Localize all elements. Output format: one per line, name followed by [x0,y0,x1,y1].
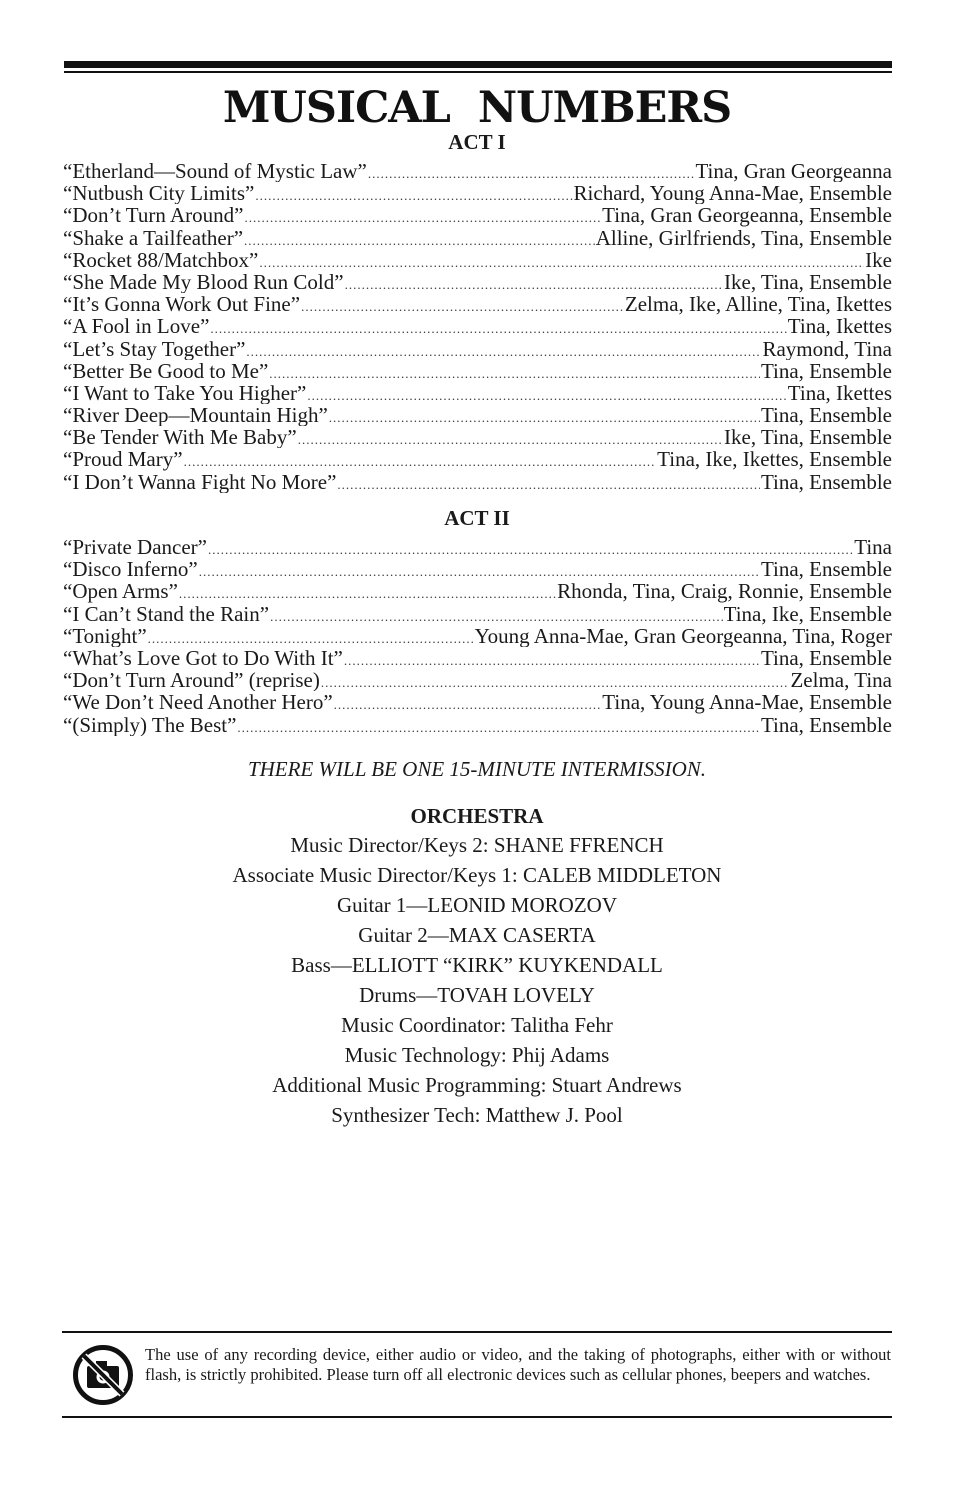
song-row [63,536,892,558]
song-performers: Tina, Ikettes [787,381,892,405]
dot-leader [344,650,760,669]
song-performers: Tina, Ikettes [787,315,892,338]
dot-leader [208,539,853,558]
song-title: “Nutbush City Limits” [63,182,255,205]
song-title: “Tonight” [63,624,147,647]
song-title: “She Made My Blood Run Cold” [63,270,344,294]
song-row [63,603,892,625]
dot-leader [321,672,790,691]
orchestra-credit: Bass—ELLIOTT “KIRK” KUYKENDALL [291,953,663,977]
song-title: “I Want to Take You Higher” [63,381,307,405]
song-row [63,404,892,426]
song-title: “Don’t Turn Around” (reprise) [63,669,320,692]
orchestra-heading: ORCHESTRA [410,804,544,828]
song-list-act-2 [63,536,892,736]
song-performers: Tina, Gran Georgeanna [695,160,892,183]
notice-rule-bottom [62,1416,892,1418]
song-title: “Be Tender With Me Baby” [63,426,297,449]
dot-leader [337,474,760,493]
dot-leader [199,561,760,580]
orchestra-credit: Guitar 2—MAX CASERTA [358,923,596,947]
song-performers: Zelma, Tina [790,669,892,692]
song-title: “(Simply) The Best” [63,713,237,736]
song-row [63,691,892,713]
dot-leader [148,628,474,647]
song-row [63,338,892,360]
notice-rule-top [62,1331,892,1333]
dot-leader [329,407,760,426]
song-title: “What’s Love Got to Do With It” [63,646,343,670]
song-performers: Tina, Ensemble [760,646,892,670]
song-title: “Don’t Turn Around” [63,204,244,227]
recording-notice: The use of any recording device, either audio or video, and the taking of photographs, either with or without flash, is strictly prohibited. Please turn off all electronic devices such as cellular phones, beepers and watches. [145,1345,891,1384]
dot-leader [255,185,572,204]
song-performers: Young Anna-Mae, Gran Georgeanna, Tina, Roger [474,624,892,647]
song-title: “River Deep—Mountain High” [63,404,328,427]
song-title: “I Don’t Wanna Fight No More” [63,470,337,493]
orchestra-credit: Guitar 1—LEONID MOROZOV [337,893,617,917]
orchestra-credit: Additional Music Programming: Stuart Andrews [272,1073,682,1097]
song-row [63,315,892,337]
song-performers: Tina, Ensemble [760,359,892,382]
song-row [63,249,892,271]
song-row [63,558,892,580]
song-performers: Tina, Ensemble [760,558,892,581]
dot-leader [210,318,786,337]
song-title: “Rocket 88/Matchbox” [63,248,259,271]
song-row [63,471,892,493]
dot-leader [334,694,602,713]
song-performers: Ike, Tina, Ensemble [724,426,892,449]
dot-leader [307,385,786,404]
dot-leader [301,296,624,315]
song-performers: Raymond, Tina [762,337,892,360]
orchestra-credit: Associate Music Director/Keys 1: CALEB MIDDLETON [232,863,722,887]
song-title: “We Don’t Need Another Hero” [63,691,333,714]
song-row [63,382,892,404]
song-title: “Proud Mary” [63,448,183,471]
dot-leader [298,429,723,448]
song-performers: Richard, Young Anna-Mae, Ensemble [573,182,892,205]
song-row [63,714,892,736]
dot-leader [179,583,556,602]
orchestra-credit: Music Coordinator: Talitha Fehr [341,1013,613,1037]
dot-leader [244,230,595,249]
act-heading: ACT II [444,506,510,530]
song-row [63,293,892,315]
intermission-note: THERE WILL BE ONE 15-MINUTE INTERMISSION. [247,757,707,781]
no-camera-icon [72,1344,134,1406]
song-row [63,625,892,647]
dot-leader [244,207,601,226]
top-rule-thin [64,71,892,73]
act-heading: ACT I [448,130,506,154]
dot-leader [269,363,760,382]
song-row [63,580,892,602]
dot-leader [270,606,723,625]
song-performers: Tina, Ensemble [760,470,892,493]
page-title: MUSICAL NUMBERS [222,83,732,133]
song-row [63,669,892,691]
song-list-act-1 [63,160,892,493]
orchestra-credit: Synthesizer Tech: Matthew J. Pool [331,1103,623,1127]
song-row [63,182,892,204]
song-performers: Tina, Ensemble [760,713,892,736]
song-performers: Ike, Tina, Ensemble [724,270,892,294]
song-performers: Rhonda, Tina, Craig, Ronnie, Ensemble [557,580,892,603]
dot-leader [246,341,761,360]
song-row [63,647,892,669]
orchestra-credit: Music Director/Keys 2: SHANE FFRENCH [290,833,664,857]
song-title: “Let’s Stay Together” [63,337,246,360]
song-performers: Tina, Young Anna-Mae, Ensemble [602,691,892,714]
song-title: “Shake a Tailfeather” [63,226,244,249]
song-title: “Open Arms” [63,580,178,603]
song-row [63,271,892,293]
dot-leader [259,252,864,271]
song-row [63,160,892,182]
dot-leader [184,451,657,470]
song-performers: Ike [865,248,892,271]
song-title: “It’s Gonna Work Out Fine” [63,293,301,316]
orchestra-credit: Drums—TOVAH LOVELY [359,983,595,1007]
orchestra-list [0,830,954,1130]
song-title: “I Can’t Stand the Rain” [63,602,270,625]
song-performers: Tina, Ike, Ikettes, Ensemble [657,448,892,471]
top-rule-thick [64,61,892,68]
song-title: “A Fool in Love” [63,315,210,338]
song-row [63,204,892,226]
song-performers: Alline, Girlfriends, Tina, Ensemble [595,226,892,249]
song-performers: Zelma, Ike, Alline, Tina, Ikettes [624,293,892,316]
song-row [63,227,892,249]
song-performers: Tina, Ike, Ensemble [723,602,892,625]
song-row [63,360,892,382]
song-performers: Tina, Gran Georgeanna, Ensemble [602,204,892,227]
song-performers: Tina, Ensemble [760,404,892,427]
song-row [63,426,892,448]
orchestra-credit: Music Technology: Phij Adams [344,1043,610,1067]
song-performers: Tina [854,536,892,559]
song-title: “Better Be Good to Me” [63,359,269,382]
song-row [63,448,892,470]
dot-leader [345,274,723,293]
song-title: “Disco Inferno” [63,558,198,581]
song-title: “Private Dancer” [63,536,207,559]
dot-leader [237,717,760,736]
dot-leader [368,163,695,182]
song-title: “Etherland—Sound of Mystic Law” [63,160,367,183]
